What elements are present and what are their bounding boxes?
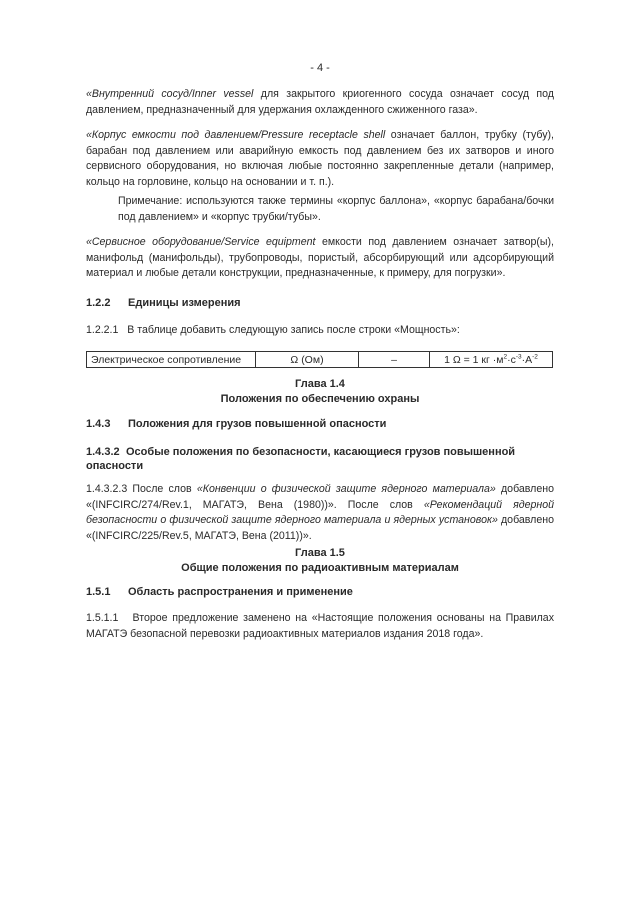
paragraph-1-5-1-1 [86, 611, 554, 642]
section-number: 1.4.3 [86, 418, 111, 430]
term-pressure-receptacle-shell: «Корпус емкости под давлением/Pressure receptacle shell [86, 129, 386, 141]
superscript: -3 [515, 353, 522, 360]
section-heading-1-4-3 [86, 418, 386, 430]
section-number: 1.5.1 [86, 586, 111, 598]
chapter-title: Общие положения по радиоактивным материалам [181, 562, 459, 574]
definition-pressure-receptacle-shell [86, 128, 554, 190]
superscript: -2 [532, 353, 538, 360]
note-paragraph [118, 194, 554, 225]
section-title: Особые положения по безопасности, касающиеся грузов повышенной опасности [86, 446, 516, 472]
definition-inner-vessel [86, 87, 554, 118]
equiv-prefix: 1 Ω = 1 кг ·м [444, 353, 504, 366]
section-heading-1-5-1 [86, 586, 353, 598]
equiv-part: ·с [507, 353, 516, 366]
paragraph-number: 1.4.3.2.3 [86, 483, 128, 495]
paragraph-text: добавлено «(INFCIRC/225/Rev.5, МАГАТЭ, Вена (2011))». [86, 514, 554, 542]
paragraph-number: 1.2.2.1 [86, 324, 119, 336]
cell-quantity: Электрическое сопротивление [87, 352, 256, 368]
section-title: Область распространения и применение [128, 586, 353, 598]
superscript: 2 [503, 353, 508, 360]
paragraph-1-2-2-1 [86, 323, 554, 339]
chapter-title: Положения по обеспечению охраны [220, 393, 420, 405]
chapter-number: Глава 1.5 [295, 547, 345, 559]
definition-text: для закрытого криогенного сосуда означает сосуд под давлением, предназначенный для удержания охлажденного сжиженного газа». [86, 88, 554, 116]
page-number: - 4 - [310, 62, 330, 74]
section-title: Единицы измерения [128, 297, 241, 309]
paragraph-1-4-3-2-3 [86, 482, 554, 544]
term-service-equipment: «Сервисное оборудование/Service equipment [86, 236, 316, 248]
chapter-1-5-heading [0, 546, 640, 576]
definition-service-equipment [86, 235, 554, 282]
cell-unit: Ω (Ом) [256, 352, 359, 368]
chapter-1-4-heading [0, 377, 640, 407]
section-title: Положения для грузов повышенной опасности [128, 418, 387, 430]
cell-equivalent [430, 352, 553, 368]
paragraph-text: После слов [127, 483, 197, 495]
paragraph-text: Второе предложение заменено на «Настоящие положения основаны на Правилах МАГАТЭ безопасной перевозки радиоактивных материалов издания 2018 года». [86, 612, 554, 640]
table-row [87, 352, 553, 368]
paragraph-text: В таблице добавить следующую запись после строки «Мощность»: [127, 324, 460, 336]
definition-text: означает баллон, трубку (тубу), барабан под давлением или аварийную емкость под давлением без их затворов и иного сервисного оборудования, но включая любые постоянно закрепленные детали (например, кольцо на горловине, кольцо на основании и т. п.). [86, 129, 554, 188]
section-number: 1.4.3.2 [86, 446, 120, 458]
paragraph-number: 1.5.1.1 [86, 612, 119, 624]
cell-dash: – [359, 352, 430, 368]
definition-text: емкости под давлением означает затвор(ы), манифольд (манифольды), трубопроводы, пористый, абсорбирующий или адсорбирующий материал и любые детали конструкции, предназначенные, к примеру, для погрузки». [86, 236, 554, 279]
units-table [86, 351, 553, 368]
section-number: 1.2.2 [86, 297, 111, 309]
chapter-number: Глава 1.4 [295, 378, 345, 390]
equiv-part: ·А [521, 353, 533, 366]
section-heading-1-4-3-2 [86, 445, 554, 473]
section-heading-1-2-2 [86, 297, 241, 309]
term-inner-vessel: «Внутренний сосуд/Inner vessel [86, 88, 254, 100]
cited-document: «Конвенции о физической защите ядерного материала» [196, 483, 496, 495]
note-text: : используются также термины «корпус баллона», «корпус барабана/бочки под давлением» и «корпус трубки/тубы». [118, 195, 554, 223]
note-label: Примечание [118, 195, 180, 207]
cited-document: «Рекомендаций ядерной безопасности о физической защите ядерного материала и ядерных установок» [86, 498, 554, 526]
paragraph-text: добавлено «(INFCIRC/274/Rev.1, МАГАТЭ, Вена (1980))». После слов [86, 483, 554, 511]
